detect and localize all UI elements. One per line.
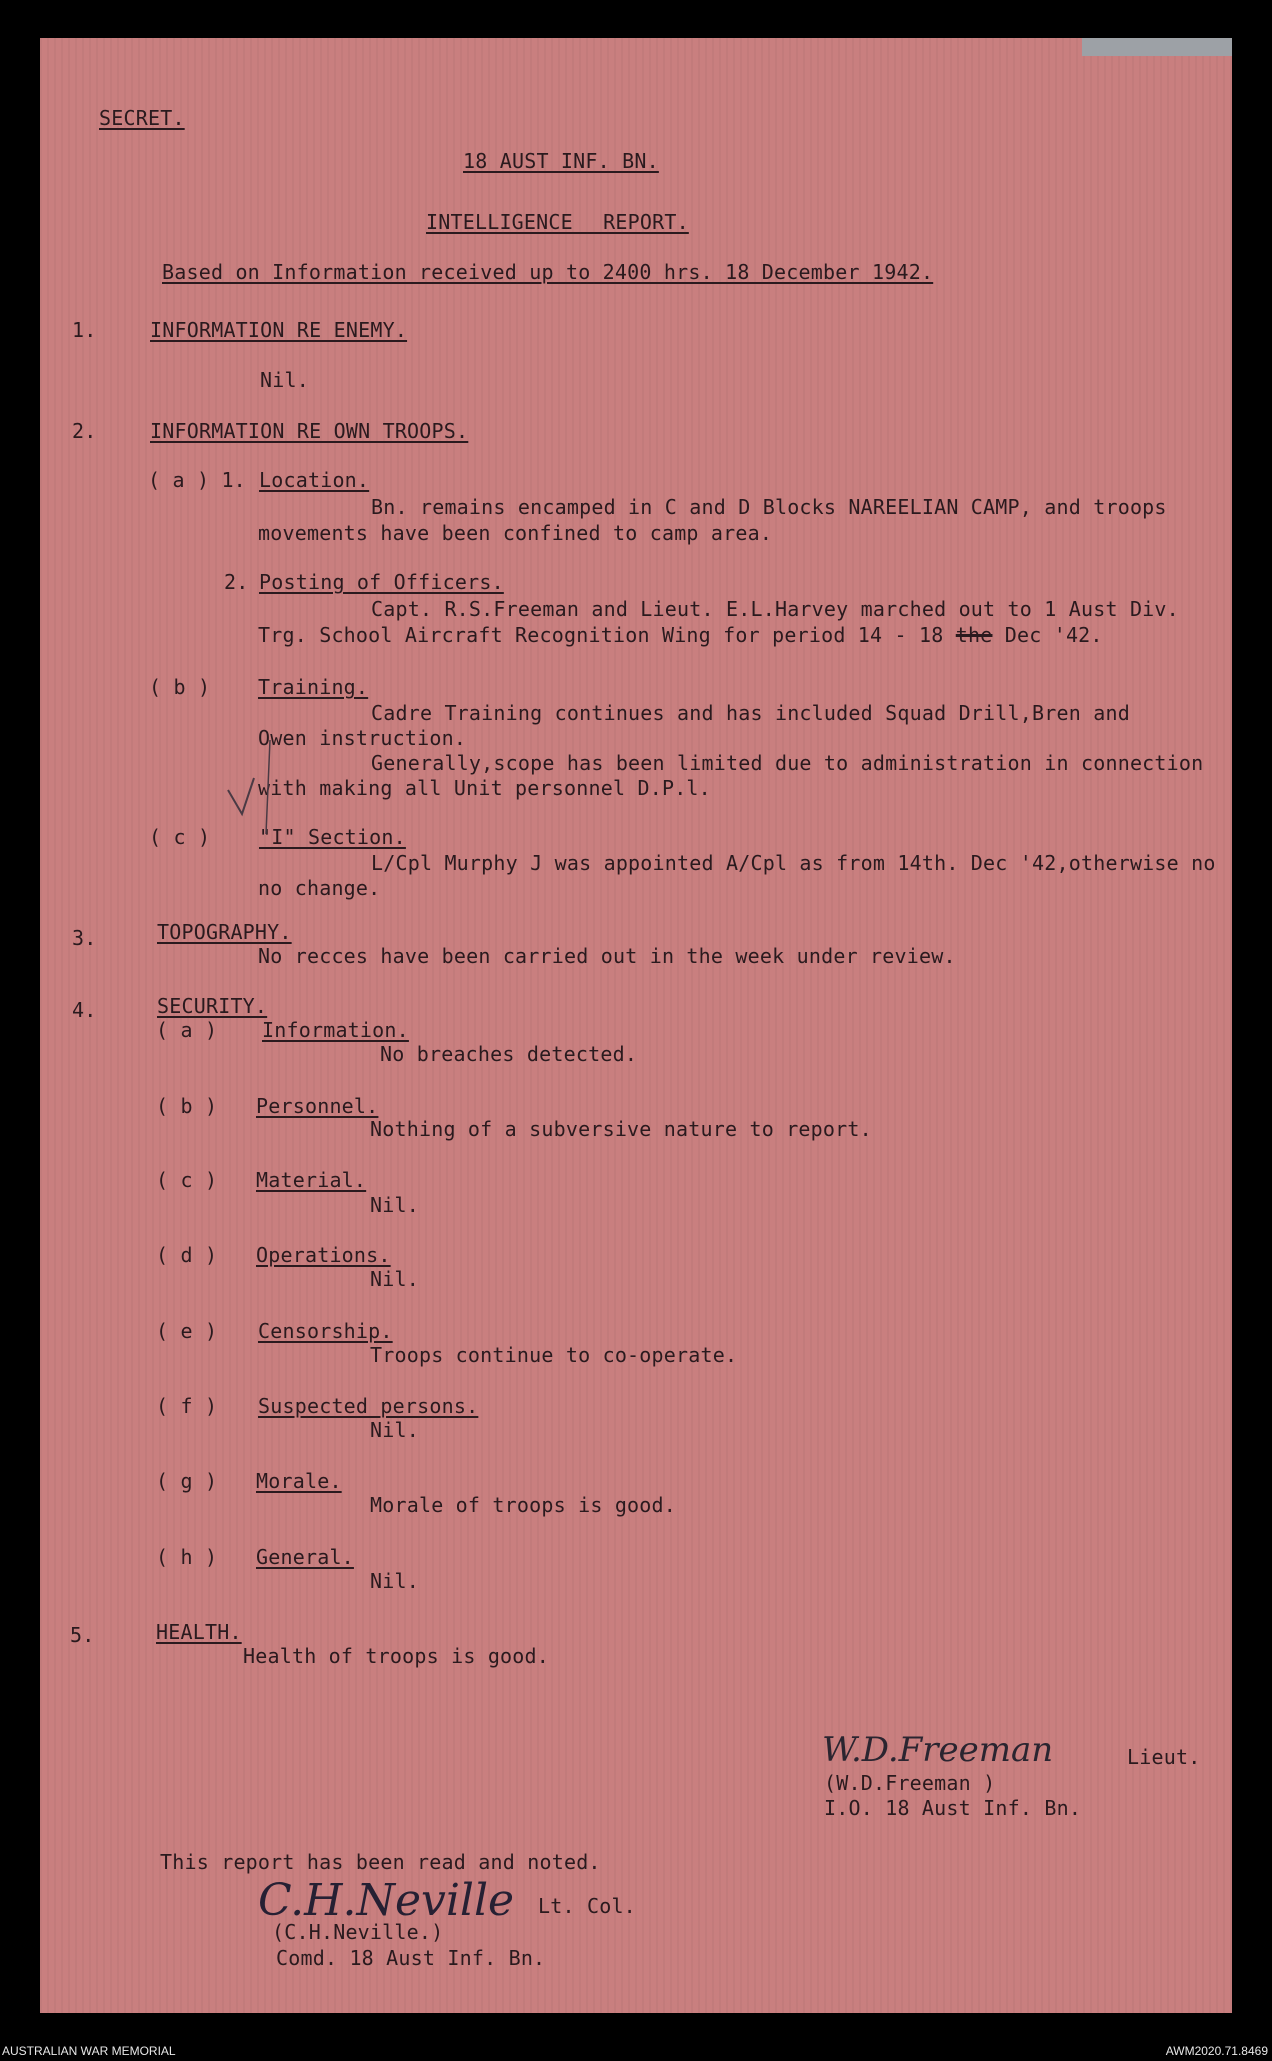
item-body: No breaches detected. [380,1042,638,1066]
text-line: Owen instruction. [258,726,467,750]
section-heading: SECURITY. [157,994,268,1018]
item-marker: ( e ) [156,1319,218,1343]
subsection-marker: ( b ) [149,675,211,699]
footer-reference: AWM2020.71.8469 [1165,2044,1268,2058]
section-heading: HEALTH. [156,1620,242,1644]
signature-rank: Lieut. [1127,1745,1201,1769]
section-number: 5. [70,1623,95,1647]
section-heading: INFORMATION RE ENEMY. [150,318,408,342]
text-line: Capt. R.S.Freeman and Lieut. E.L.Harvey marched out to 1 Aust Div. [371,597,1179,621]
subsection-title: "I" Section. [259,825,406,849]
text-line: L/Cpl Murphy J was appointed A/Cpl as from 14th. Dec '42,otherwise no [371,851,1216,875]
item-title: Material. [256,1168,367,1192]
handwritten-signature: C.H.Neville [258,1875,515,1926]
section-body: No recces have been carried out in the week under review. [258,944,956,968]
item-body: Morale of troops is good. [370,1493,677,1517]
section-number: 2. [72,419,97,443]
item-body: Nothing of a subversive nature to report. [370,1117,872,1141]
text-line: no change. [258,876,381,900]
struck-word: the [955,623,993,647]
item-marker: ( h ) [156,1545,218,1569]
section-number: 3. [72,926,97,950]
item-title: Information. [262,1018,409,1042]
item-body: Nil. [370,1418,419,1442]
text-line [258,623,1103,647]
item-body: Nil. [370,1193,419,1217]
based-on-line: Based on Information received up to 2400 hrs. 18 December 1942. [162,260,934,284]
noted-statement: This report has been read and noted. [160,1850,601,1874]
section-number: 4. [72,998,97,1022]
item-title: Suspected persons. [258,1394,479,1418]
text-line: movements have been confined to camp area. [258,521,773,545]
handwritten-signature: W.D.Freeman [822,1730,1054,1770]
document-page [40,38,1232,2013]
item-body: Troops continue to co-operate. [370,1343,738,1367]
section-number: 1. [72,318,97,342]
subsection-marker: 2. [224,570,249,594]
subsection-title: Posting of Officers. [259,570,504,594]
item-marker: ( f ) [156,1394,218,1418]
signature-rank: Lt. Col. [538,1894,636,1918]
signatory-name: (W.D.Freeman ) [824,1771,996,1795]
secret-label: SECRET. [99,106,185,130]
report-title: INTELLIGENCE REPORT. [426,210,689,234]
signatory-title: Comd. 18 Aust Inf. Bn. [276,1946,546,1970]
signatory-title: I.O. 18 Aust Inf. Bn. [824,1796,1082,1820]
item-marker: ( a ) [156,1018,218,1042]
section-heading: TOPOGRAPHY. [157,920,292,944]
item-marker: ( d ) [156,1243,218,1267]
item-body: Nil. [370,1569,419,1593]
item-title: Censorship. [258,1319,393,1343]
section-heading: INFORMATION RE OWN TROOPS. [150,419,469,443]
section-body: Nil. [260,368,309,392]
item-title: General. [256,1545,354,1569]
item-title: Morale. [256,1469,342,1493]
text-line: Generally,scope has been limited due to administration in connection [371,751,1204,775]
item-marker: ( c ) [156,1168,218,1192]
tick-mark-icon [226,738,286,838]
text-line: Bn. remains encamped in C and D Blocks NAREELIAN CAMP, and troops [371,495,1167,519]
text-line: Cadre Training continues and has included Squad Drill,Bren and [371,701,1130,725]
text-segment: Dec '42. [1004,623,1103,647]
subsection-title: Training. [258,675,369,699]
section-body: Health of troops is good. [243,1644,550,1668]
item-marker: ( b ) [156,1094,218,1118]
item-marker: ( g ) [156,1469,218,1493]
signatory-name: (C.H.Neville.) [272,1920,444,1944]
text-segment: Trg. School Aircraft Recognition Wing for period 14 - 18 [258,623,944,647]
subsection-marker: ( c ) [149,825,211,849]
corner-stain [1082,38,1232,56]
subsection-title: Location. [259,468,370,492]
item-title: Operations. [256,1243,391,1267]
text-line: with making all Unit personnel D.P.l. [258,776,711,800]
item-body: Nil. [370,1267,419,1291]
unit-heading: 18 AUST INF. BN. [463,149,659,173]
footer-archive-label: AUSTRALIAN WAR MEMORIAL [2,2044,176,2058]
item-title: Personnel. [256,1094,379,1118]
subsection-marker: ( a ) 1. [148,468,246,492]
